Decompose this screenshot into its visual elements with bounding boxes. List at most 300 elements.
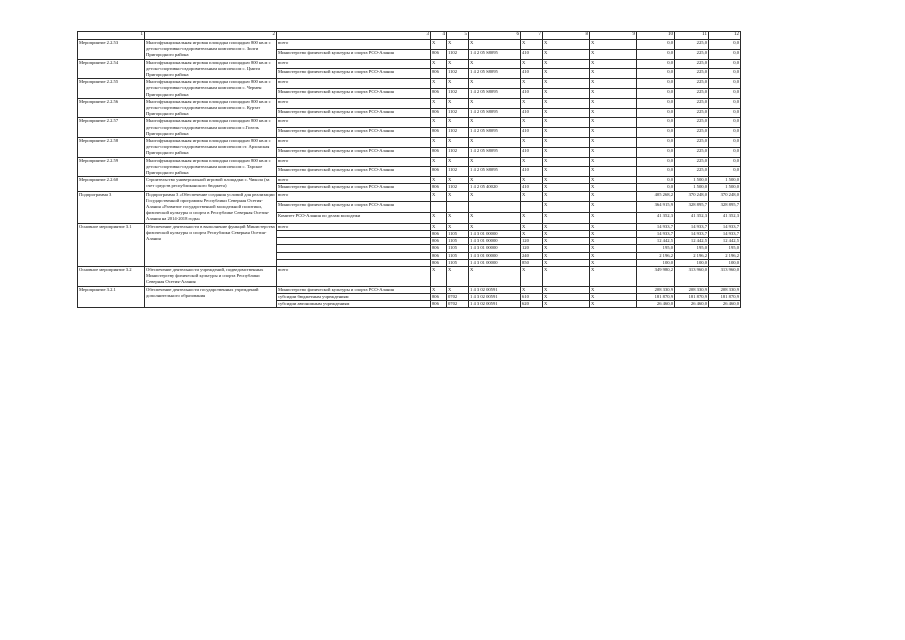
value-cell-c8: Х <box>543 40 590 50</box>
col-header: 5 <box>447 32 469 40</box>
value-cell-c8: Х <box>543 49 590 59</box>
value-cell-c4: 806 <box>431 147 447 157</box>
value-cell-c9: Х <box>590 69 637 79</box>
value-cell-c6: 1 4 2 05 S8095 <box>469 108 521 118</box>
value-cell-c10: 41 352,3 <box>637 213 675 224</box>
value-cell-c10: 2 196,2 <box>637 252 675 259</box>
value-cell-c12: 14 933,7 <box>709 230 741 237</box>
value-cell-c10: 195,0 <box>637 245 675 252</box>
value-cell-c7: 410 <box>521 108 543 118</box>
measure-code-cell: Основное мероприятие 3.2 <box>78 266 145 286</box>
value-cell-c4: 806 <box>431 69 447 79</box>
col-header: 12 <box>709 32 741 40</box>
value-cell-c9: Х <box>590 49 637 59</box>
measure-code-cell: Подпрограмма 3 <box>78 191 145 223</box>
value-cell-c6: Х <box>469 177 521 184</box>
value-cell-c6: Х <box>469 266 521 286</box>
value-cell-c9: Х <box>590 252 637 259</box>
value-cell-c11: 313 960,0 <box>675 266 709 286</box>
value-cell-c5: 1102 <box>447 89 469 99</box>
value-cell-c7: Х <box>521 266 543 286</box>
value-cell-c9: Х <box>590 118 637 128</box>
measure-name-cell: Многофункциональная игровая площадка площадью 800 кв.м с детско-спортивно-оздоровительным комплексом с. Тарское Пригородного района <box>145 157 277 177</box>
value-cell-c9: Х <box>590 89 637 99</box>
value-cell-c8: Х <box>543 238 590 245</box>
value-cell-c8: Х <box>543 128 590 138</box>
measure-code-cell: Мероприятие 2.2.53 <box>78 40 145 60</box>
responsible-cell: всего <box>277 59 431 69</box>
table-row <box>78 286 741 293</box>
value-cell-c10: 405 268,2 <box>637 191 675 202</box>
value-cell-c10: 0,0 <box>637 98 675 108</box>
measure-code-cell: Мероприятие 2.2.59 <box>78 157 145 177</box>
value-cell-c8: Х <box>543 202 590 213</box>
value-cell-c9: Х <box>590 98 637 108</box>
value-cell-c10: 0,0 <box>637 157 675 167</box>
value-cell-c6: 1 4 2 05 S8095 <box>469 49 521 59</box>
responsible-cell: всего <box>277 157 431 167</box>
value-cell-c4: 806 <box>431 293 447 300</box>
measure-name-cell: Многофункциональная игровая площадка площадью 800 кв.м с детско-спортивно-оздоровительным комплексом с. Чермен Пригородного района <box>145 79 277 99</box>
value-cell-c10: 12 442,5 <box>637 238 675 245</box>
value-cell-c6: Х <box>469 157 521 167</box>
value-cell-c9: Х <box>590 167 637 177</box>
value-cell-c11: 225,0 <box>675 108 709 118</box>
value-cell-c8: Х <box>543 293 590 300</box>
value-cell-c10: 0,0 <box>637 59 675 69</box>
measure-name-cell: Строительство универсальной игровой площадки с. Чикола (за счет средств республиканского бюджета) <box>145 177 277 191</box>
table-row <box>78 223 741 230</box>
value-cell-c7: Х <box>521 118 543 128</box>
value-cell-c4: 806 <box>431 108 447 118</box>
value-cell-c6: 1 4 3 01 00000 <box>469 230 521 237</box>
value-cell-c7: 120 <box>521 245 543 252</box>
value-cell-c9: Х <box>590 202 637 213</box>
col-header: 2 <box>145 32 277 40</box>
value-cell-c8: Х <box>543 69 590 79</box>
value-cell-c9: Х <box>590 191 637 202</box>
value-cell-c10: 0,0 <box>637 167 675 177</box>
value-cell-c6: 1 4 2 05 S8095 <box>469 147 521 157</box>
value-cell-c8: Х <box>543 98 590 108</box>
value-cell-c7: 410 <box>521 89 543 99</box>
responsible-cell: Министерство физической культуры и спорта РСО-Алания <box>277 286 431 293</box>
value-cell-c10: 100,0 <box>637 259 675 266</box>
value-cell-c4: 806 <box>431 184 447 191</box>
responsible-cell: всего <box>277 79 431 89</box>
value-cell-c7: Х <box>521 286 543 293</box>
value-cell-c6: Х <box>469 191 521 202</box>
responsible-cell: Министерство физической культуры и спорта РСО-Алания <box>277 128 431 138</box>
value-cell-c11: 14 933,7 <box>675 223 709 230</box>
value-cell-c4: 806 <box>431 300 447 307</box>
value-cell-c12: 181 870,9 <box>709 293 741 300</box>
value-cell-c7: 410 <box>521 128 543 138</box>
responsible-cell: Министерство физической культуры и спорта РСО-Алания <box>277 147 431 157</box>
responsible-cell: всего <box>277 138 431 148</box>
value-cell-c4: 806 <box>431 167 447 177</box>
value-cell-c6: Х <box>469 138 521 148</box>
value-cell-c10: 0,0 <box>637 147 675 157</box>
value-cell-c7: Х <box>521 223 543 230</box>
value-cell-c4: 806 <box>431 128 447 138</box>
value-cell-c6: Х <box>469 98 521 108</box>
value-cell-c8: Х <box>543 108 590 118</box>
measure-code-cell: Мероприятие 2.2.54 <box>78 59 145 79</box>
value-cell-c12: 0,0 <box>709 98 741 108</box>
measure-name-cell: Обеспечение деятельности в выполнение функций Министерства физической культуры и спорта Республики Северная Осетия-Алания <box>145 223 277 266</box>
value-cell-c7: 120 <box>521 238 543 245</box>
value-cell-c5: 1102 <box>447 167 469 177</box>
value-cell-c8: Х <box>543 177 590 184</box>
value-cell-c11: 370 248,0 <box>675 191 709 202</box>
measure-code-cell: Мероприятие 2.2.60 <box>78 177 145 191</box>
value-cell-c7: Х <box>521 230 543 237</box>
value-cell-c6: Х <box>469 40 521 50</box>
responsible-cell: Министерство физической культуры и спорта РСО-Алания <box>277 49 431 59</box>
value-cell-c12: 0,0 <box>709 108 741 118</box>
value-cell-c8: Х <box>543 230 590 237</box>
measure-code-cell: Мероприятие 3.2.1 <box>78 286 145 308</box>
value-cell-c12: 1 500,0 <box>709 177 741 184</box>
value-cell-c9: Х <box>590 138 637 148</box>
value-cell-c8: Х <box>543 157 590 167</box>
responsible-cell: всего <box>277 223 431 230</box>
value-cell-c10: 14 933,7 <box>637 230 675 237</box>
value-cell-c12: 14 933,7 <box>709 223 741 230</box>
responsible-cell <box>277 245 431 252</box>
value-cell-c5: Х <box>447 157 469 167</box>
value-cell-c12: 0,0 <box>709 89 741 99</box>
value-cell-c5: 1102 <box>447 49 469 59</box>
value-cell-c6: Х <box>469 118 521 128</box>
value-cell-c9: Х <box>590 40 637 50</box>
value-cell-c7: 410 <box>521 167 543 177</box>
value-cell-c7: Х <box>521 138 543 148</box>
table-row <box>78 157 741 167</box>
value-cell-c6: 1 4 2 05 S8095 <box>469 89 521 99</box>
value-cell-c11: 181 870,9 <box>675 293 709 300</box>
table-body <box>78 32 741 308</box>
value-cell-c5: Х <box>447 286 469 293</box>
value-cell-c8: Х <box>543 184 590 191</box>
value-cell-c4: Х <box>431 177 447 184</box>
value-cell-c4: Х <box>431 266 447 286</box>
table-row <box>78 118 741 128</box>
value-cell-c9: Х <box>590 79 637 89</box>
value-cell-c5: Х <box>447 223 469 230</box>
value-cell-c4: 806 <box>431 230 447 237</box>
value-cell-c8: Х <box>543 138 590 148</box>
value-cell-c4: 806 <box>431 89 447 99</box>
value-cell-c9: Х <box>590 266 637 286</box>
measure-name-cell: Обеспечение деятельности учреждений, подведомственных Министерству физической культуры и спорта Республики Северная Осетия-Алания <box>145 266 277 286</box>
value-cell-c6: 1 4 2 05 S8095 <box>469 128 521 138</box>
responsible-cell <box>277 252 431 259</box>
responsible-cell: всего <box>277 40 431 50</box>
value-cell-c5: Х <box>447 40 469 50</box>
value-cell-c11: 12 442,5 <box>675 238 709 245</box>
value-cell-c12: 328 895,7 <box>709 202 741 213</box>
value-cell-c5: 1105 <box>447 259 469 266</box>
value-cell-c10: 0,0 <box>637 118 675 128</box>
value-cell-c12: 0,0 <box>709 49 741 59</box>
value-cell-c11: 225,0 <box>675 157 709 167</box>
value-cell-c9: Х <box>590 157 637 167</box>
value-cell-c6: 1 4 3 01 00000 <box>469 245 521 252</box>
value-cell-c9: Х <box>590 213 637 224</box>
value-cell-c10: 0,0 <box>637 40 675 50</box>
value-cell-c10: 0,0 <box>637 177 675 184</box>
value-cell-c8: Х <box>543 191 590 202</box>
value-cell-c4: Х <box>431 191 447 202</box>
responsible-cell: всего <box>277 98 431 108</box>
value-cell-c4 <box>431 202 447 213</box>
responsible-cell: всего <box>277 177 431 184</box>
value-cell-c12: 195,0 <box>709 245 741 252</box>
value-cell-c8: Х <box>543 59 590 69</box>
value-cell-c9: Х <box>590 108 637 118</box>
value-cell-c12: 41 352,3 <box>709 213 741 224</box>
value-cell-c11: 225,0 <box>675 138 709 148</box>
value-cell-c6: 1 4 3 01 00000 <box>469 252 521 259</box>
value-cell-c4: Х <box>431 213 447 224</box>
value-cell-c9: Х <box>590 300 637 307</box>
responsible-cell: Министерство физической культуры и спорта РСО-Алания <box>277 202 431 213</box>
value-cell-c5: 1102 <box>447 147 469 157</box>
value-cell-c7: 610 <box>521 293 543 300</box>
col-header: 8 <box>543 32 590 40</box>
col-header: 10 <box>637 32 675 40</box>
value-cell-c11: 225,0 <box>675 79 709 89</box>
value-cell-c9: Х <box>590 293 637 300</box>
measure-name-cell: Многофункциональная игровая площадка площадью 800 кв.м с детско-спортивно-оздоровительным комплексом с. Зилги Пригородного района <box>145 40 277 60</box>
value-cell-c8: Х <box>543 259 590 266</box>
value-cell-c11: 1 500,0 <box>675 184 709 191</box>
value-cell-c7: 850 <box>521 259 543 266</box>
value-cell-c4: Х <box>431 118 447 128</box>
value-cell-c11: 41 352,3 <box>675 213 709 224</box>
budget-table <box>77 31 741 308</box>
table-row <box>78 266 741 286</box>
responsible-cell <box>277 259 431 266</box>
value-cell-c11: 225,0 <box>675 89 709 99</box>
value-cell-c7: 410 <box>521 69 543 79</box>
responsible-cell: Министерство физической культуры и спорта РСО-Алания <box>277 89 431 99</box>
value-cell-c6: 1 4 3 02 00591 <box>469 300 521 307</box>
value-cell-c12: 0,0 <box>709 40 741 50</box>
value-cell-c6: Х <box>469 79 521 89</box>
value-cell-c7: Х <box>521 79 543 89</box>
value-cell-c7: Х <box>521 98 543 108</box>
value-cell-c8: Х <box>543 286 590 293</box>
value-cell-c11: 328 895,7 <box>675 202 709 213</box>
value-cell-c7: Х <box>521 177 543 184</box>
value-cell-c8: Х <box>543 223 590 230</box>
value-cell-c9: Х <box>590 184 637 191</box>
value-cell-c10: 0,0 <box>637 128 675 138</box>
value-cell-c4: 806 <box>431 238 447 245</box>
value-cell-c12: 0,0 <box>709 79 741 89</box>
measure-name-cell: Многофункциональная игровая площадка площадью 800 кв.м с детско-спортивно-оздоровительным комплексом с.Гизель Пригородного района <box>145 118 277 138</box>
value-cell-c7: 410 <box>521 49 543 59</box>
value-cell-c10: 364 915,9 <box>637 202 675 213</box>
value-cell-c6: 1 4 2 05 S8095 <box>469 167 521 177</box>
value-cell-c10: 14 933,7 <box>637 223 675 230</box>
measure-code-cell: Мероприятие 2.2.55 <box>78 79 145 99</box>
value-cell-c5: 1102 <box>447 108 469 118</box>
value-cell-c5: 0702 <box>447 293 469 300</box>
value-cell-c5: 1102 <box>447 128 469 138</box>
value-cell-c7: Х <box>521 59 543 69</box>
value-cell-c11: 225,0 <box>675 98 709 108</box>
value-cell-c9: Х <box>590 238 637 245</box>
value-cell-c12: 0,0 <box>709 59 741 69</box>
value-cell-c10: 0,0 <box>637 89 675 99</box>
value-cell-c8: Х <box>543 167 590 177</box>
value-cell-c5: Х <box>447 138 469 148</box>
value-cell-c11: 225,0 <box>675 147 709 157</box>
value-cell-c11: 225,0 <box>675 69 709 79</box>
value-cell-c9: Х <box>590 147 637 157</box>
value-cell-c8: Х <box>543 300 590 307</box>
header-row <box>78 32 741 40</box>
col-header: 9 <box>590 32 637 40</box>
value-cell-c5: 1105 <box>447 252 469 259</box>
value-cell-c12: 0,0 <box>709 69 741 79</box>
col-header: 4 <box>431 32 447 40</box>
value-cell-c4: Х <box>431 98 447 108</box>
value-cell-c5: Х <box>447 79 469 89</box>
value-cell-c7: Х <box>521 213 543 224</box>
measure-name-cell: Многофункциональная игровая площадка площадью 800 кв.м с детско-спортивно-оздоровительным комплексом с. Куртат Пригородного района <box>145 98 277 118</box>
value-cell-c9: Х <box>590 59 637 69</box>
table-row <box>78 191 741 202</box>
value-cell-c11: 1 500,0 <box>675 177 709 184</box>
value-cell-c10: 0,0 <box>637 49 675 59</box>
value-cell-c9: Х <box>590 245 637 252</box>
value-cell-c4: Х <box>431 157 447 167</box>
value-cell-c10: 349 980,2 <box>637 266 675 286</box>
value-cell-c9: Х <box>590 223 637 230</box>
value-cell-c11: 225,0 <box>675 49 709 59</box>
value-cell-c8: Х <box>543 147 590 157</box>
table-row <box>78 79 741 89</box>
value-cell-c11: 14 933,7 <box>675 230 709 237</box>
value-cell-c4: 806 <box>431 49 447 59</box>
value-cell-c6: Х <box>469 213 521 224</box>
value-cell-c6: Х <box>469 223 521 230</box>
responsible-cell <box>277 230 431 237</box>
value-cell-c5: Х <box>447 118 469 128</box>
value-cell-c5: Х <box>447 191 469 202</box>
value-cell-c6: 1 4 3 02 00591 <box>469 293 521 300</box>
value-cell-c11: 26 460,0 <box>675 300 709 307</box>
value-cell-c11: 225,0 <box>675 167 709 177</box>
value-cell-c5: Х <box>447 59 469 69</box>
value-cell-c5: 1105 <box>447 245 469 252</box>
value-cell-c7: Х <box>521 191 543 202</box>
table-row <box>78 177 741 184</box>
responsible-cell: всего <box>277 266 431 286</box>
value-cell-c8: Х <box>543 118 590 128</box>
value-cell-c6: 1 4 3 01 00000 <box>469 238 521 245</box>
value-cell-c11: 225,0 <box>675 40 709 50</box>
measure-code-cell: Мероприятие 2.2.56 <box>78 98 145 118</box>
value-cell-c10: 208 330,9 <box>637 286 675 293</box>
value-cell-c5: Х <box>447 98 469 108</box>
value-cell-c6: Х <box>469 59 521 69</box>
value-cell-c5: 0702 <box>447 300 469 307</box>
value-cell-c6: 1 4 2 05 40020 <box>469 184 521 191</box>
value-cell-c12: 0,0 <box>709 118 741 128</box>
value-cell-c12: 0,0 <box>709 157 741 167</box>
value-cell-c9: Х <box>590 230 637 237</box>
col-header: 1 <box>78 32 145 40</box>
value-cell-c9: Х <box>590 128 637 138</box>
value-cell-c9: Х <box>590 259 637 266</box>
responsible-cell: Министерство физической культуры и спорта РСО-Алания <box>277 184 431 191</box>
value-cell-c7: Х <box>521 40 543 50</box>
value-cell-c8: Х <box>543 245 590 252</box>
value-cell-c6: 1 4 3 02 00591 <box>469 286 521 293</box>
responsible-cell <box>277 238 431 245</box>
value-cell-c12: 100,0 <box>709 259 741 266</box>
value-cell-c12: 26 460,0 <box>709 300 741 307</box>
measure-name-cell: Многофункциональная игровая площадка площадью 800 кв.м с детско-спортивно-оздоровительным комплексом ст. Архонская Пригородного района <box>145 138 277 158</box>
col-header: 3 <box>277 32 431 40</box>
value-cell-c7 <box>521 202 543 213</box>
table-row <box>78 98 741 108</box>
value-cell-c8: Х <box>543 252 590 259</box>
value-cell-c12: 208 330,9 <box>709 286 741 293</box>
value-cell-c5: 1102 <box>447 184 469 191</box>
value-cell-c8: Х <box>543 213 590 224</box>
value-cell-c12: 0,0 <box>709 128 741 138</box>
value-cell-c11: 208 330,9 <box>675 286 709 293</box>
value-cell-c10: 26 460,0 <box>637 300 675 307</box>
value-cell-c7: 410 <box>521 184 543 191</box>
value-cell-c4: Х <box>431 286 447 293</box>
responsible-cell: субсидии бюджетным учреждениям <box>277 293 431 300</box>
table-row <box>78 40 741 50</box>
value-cell-c11: 2 196,2 <box>675 252 709 259</box>
measure-code-cell: Мероприятие 2.2.58 <box>78 138 145 158</box>
value-cell-c11: 100,0 <box>675 259 709 266</box>
value-cell-c6: 1 4 2 05 S8095 <box>469 69 521 79</box>
budget-table-page <box>77 31 740 308</box>
responsible-cell: Комитет РСО-Алания по делам молодежи <box>277 213 431 224</box>
value-cell-c5 <box>447 202 469 213</box>
value-cell-c4: Х <box>431 59 447 69</box>
responsible-cell: всего <box>277 118 431 128</box>
value-cell-c12: 12 442,5 <box>709 238 741 245</box>
value-cell-c8: Х <box>543 89 590 99</box>
value-cell-c4: Х <box>431 79 447 89</box>
responsible-cell: Министерство физической культуры и спорта РСО-Алания <box>277 108 431 118</box>
value-cell-c5: 1105 <box>447 238 469 245</box>
value-cell-c5: 1105 <box>447 230 469 237</box>
value-cell-c8: Х <box>543 266 590 286</box>
measure-code-cell: Мероприятие 2.2.57 <box>78 118 145 138</box>
value-cell-c11: 225,0 <box>675 59 709 69</box>
value-cell-c12: 2 196,2 <box>709 252 741 259</box>
value-cell-c12: 313 960,0 <box>709 266 741 286</box>
value-cell-c9: Х <box>590 286 637 293</box>
value-cell-c10: 0,0 <box>637 138 675 148</box>
value-cell-c4: 806 <box>431 259 447 266</box>
col-header: 6 <box>469 32 521 40</box>
